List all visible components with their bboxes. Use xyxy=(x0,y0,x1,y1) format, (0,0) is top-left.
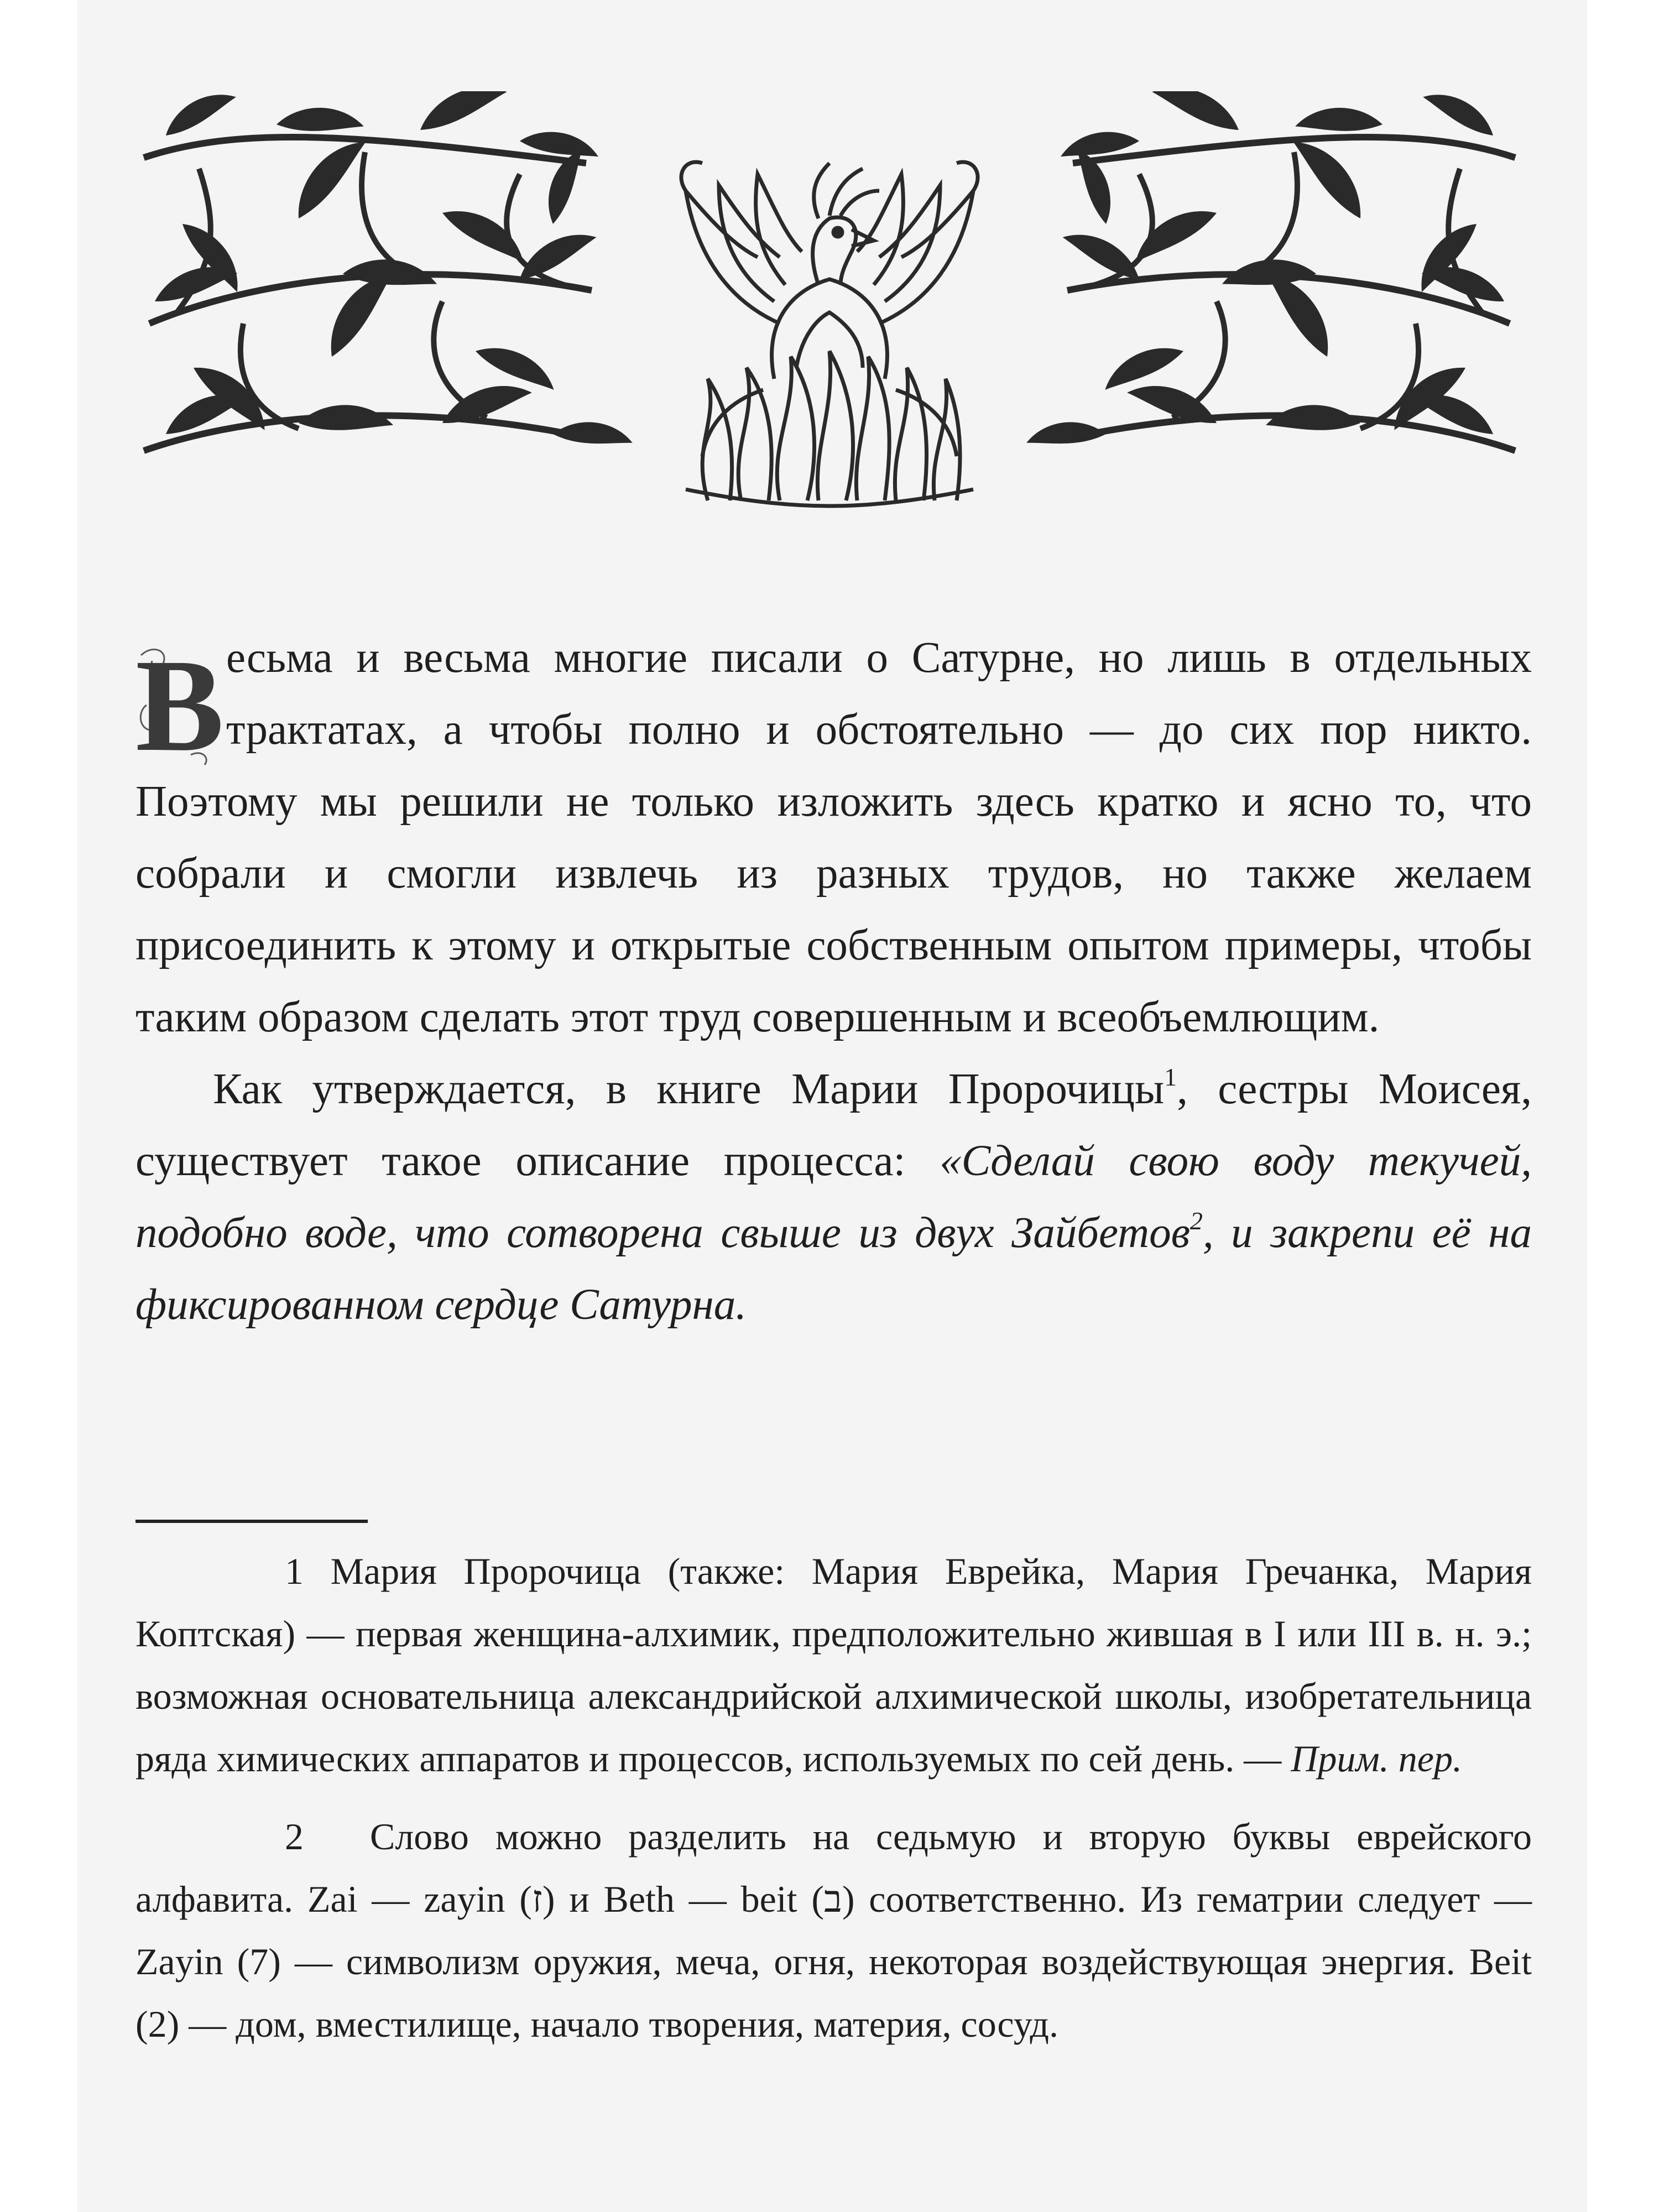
footnote-1-number: 1 xyxy=(285,1550,304,1592)
footnote-2-text: Слово можно разделить на седьмую и вторую буквы еврейского алфавита. Zai — zayin (ז) и Beth — beit (ב) соответственно. Из гематрии следует — Zayin (7) — символизм оружия, меча, огня, некоторая воздействующая энергия. Beit (2) — дом, вместилище, начало творения, материя, сосуд. xyxy=(135,1815,1532,2045)
main-text xyxy=(135,622,1532,1341)
footnote-divider xyxy=(135,1520,368,1523)
paragraph-1 xyxy=(135,622,1532,1053)
footnote-2 xyxy=(135,1806,1532,2056)
translator-note: Прим. пер. xyxy=(1291,1738,1462,1780)
footnote-ref-2[interactable]: 2 xyxy=(1190,1207,1203,1235)
page-margin xyxy=(1587,0,1659,2212)
footnote-1-text: Мария Пророчица (также: Мария Еврейка, Мария Гречанка, Мария Коптская) — первая женщина-алхимик, предположительно жившая в I или III в. н. э.; возможная основательница александрийской алхимической школы, изобретательница ряда химических аппаратов и процессов, используемых по сей день. — xyxy=(135,1550,1532,1780)
ornament-illustration xyxy=(133,91,1526,512)
paragraph-1-text: есьма и весьма многие писали о Сатурне, но лишь в отдельных трактатах, а чтобы полно и обстоятельно — до сих пор никто. Поэтому мы решили не только изложить здесь кратко и ясно то, что собрали и смогли извлечь из разных трудов, но также желаем присоединить к этому и открытые собственным опытом примеры, чтобы таким образом сделать этот труд совершенным и всеобъемлющим. xyxy=(135,634,1532,1041)
paragraph-2-text-middle: , сестры Моисея, существует такое описание процесса: xyxy=(135,1065,1532,1185)
quote-part-a: «Сделай свою воду текучей, подобно воде, что сотворена свыше из двух Зайбетов xyxy=(135,1137,1532,1257)
footnote-1 xyxy=(135,1540,1532,1790)
footnote-ref-1[interactable]: 1 xyxy=(1164,1063,1177,1091)
right-floral-scroll xyxy=(1024,91,1515,456)
phoenix-emblem xyxy=(681,162,978,506)
left-floral-scroll xyxy=(144,91,635,456)
footnotes xyxy=(135,1540,1532,2071)
quote-part-b: , и закрепи её на фиксированном сердце Сатурна. xyxy=(135,1209,1532,1329)
dropcap-letter: В xyxy=(135,632,225,779)
header-ornament xyxy=(133,91,1526,512)
paragraph-2 xyxy=(135,1053,1532,1341)
footnote-2-number: 2 xyxy=(285,1815,304,1858)
paragraph-2-text-start: Как утверждается, в книге Марии Пророчицы xyxy=(213,1065,1165,1113)
dropcap-initial xyxy=(135,632,225,779)
